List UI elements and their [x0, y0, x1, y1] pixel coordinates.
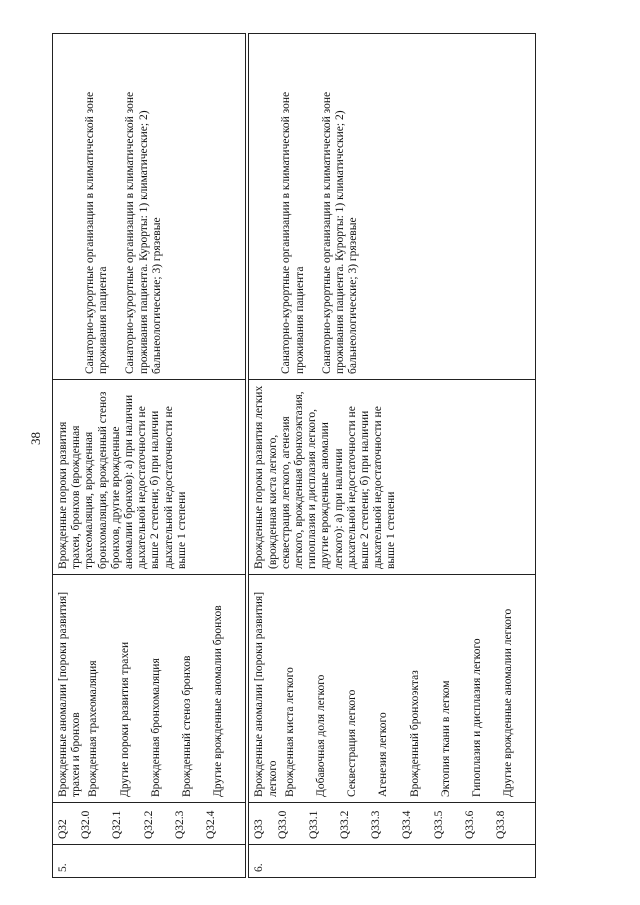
diagnosis-name: Другие врожденные аномалии легкого	[502, 608, 515, 797]
icd-code: Q33	[253, 819, 266, 839]
diagnosis-name: Врожденная бронхомаляция	[149, 658, 162, 797]
icd-code: Q33.6	[463, 810, 476, 839]
diagnosis-name: Врожденные аномалии [пороки развития] трахеи и бронхов	[57, 591, 83, 797]
table-row	[249, 34, 536, 878]
condition-cell: Врожденные пороки развития легких (врожденная киста легкого, секвестрация легкого, агенезия легкого, врожденная бронхоэктазия, гипоплазия и дисплазия легкого, другие врожденные аномалии легкого): а) при наличии дыхательной недостаточности не выше 2 степени; б) при наличии дыхательной недостаточности не выше 1 степени	[249, 380, 536, 575]
diagnosis-name: Эктопия ткани в легком	[439, 680, 452, 797]
diagnosis-name: Врожденный бронхоэктаз	[408, 670, 421, 797]
diagnosis-name: Секвестрация легкого	[346, 689, 359, 797]
icd-codes-cell	[53, 803, 246, 845]
resort-table	[52, 33, 536, 878]
diagnosis-name: Другие врожденные аномалии бронхов	[212, 605, 225, 797]
icd-code: Q33.4	[401, 810, 414, 839]
row-number: 6.	[249, 845, 536, 878]
icd-codes-cell	[249, 803, 536, 845]
icd-code: Q33.3	[370, 810, 383, 839]
diagnosis-name: Другие пороки развития трахеи	[118, 641, 131, 797]
row-number: 5.	[53, 845, 246, 878]
diagnosis-name: Врожденная киста легкого	[283, 667, 296, 797]
diagnosis-name: Врожденный стеноз бронхов	[181, 655, 194, 797]
icd-code: Q33.8	[495, 810, 508, 839]
icd-code: Q33.2	[339, 810, 352, 839]
result-b: Санаторно-курортные организации в климатической зоне проживания пациента. Курорты: 1) климатические; 2) бальнеологические; 3) грязевые	[320, 91, 360, 374]
icd-code: Q33.5	[432, 810, 445, 839]
icd-code: Q32.0	[80, 810, 93, 839]
icd-code: Q32.4	[205, 810, 218, 839]
icd-code: Q33.0	[276, 810, 289, 839]
icd-code: Q33.1	[307, 810, 320, 839]
result-cell	[249, 34, 536, 380]
icd-code: Q32.1	[111, 810, 124, 839]
diagnosis-name: Гипоплазия и дисплазия легкого	[471, 638, 484, 797]
diagnosis-names-cell	[249, 575, 536, 803]
diagnosis-name: Добавочная доля легкого	[315, 674, 328, 797]
diagnosis-names-cell	[53, 575, 246, 803]
page-number: 38	[28, 432, 43, 445]
result-cell	[53, 34, 246, 380]
icd-code: Q32	[57, 819, 69, 839]
table-row	[53, 34, 246, 878]
rotated-page	[52, 33, 617, 878]
icd-code: Q32.3	[173, 810, 186, 839]
icd-code: Q32.2	[142, 810, 155, 839]
diagnosis-name: Врожденные аномалии [пороки развития] легкого	[253, 591, 279, 797]
diagnosis-name: Врожденная трахеомаляция	[87, 660, 100, 797]
result-a: Санаторно-курортные организации в климатической зоне проживания пациента	[280, 91, 306, 374]
condition-cell: Врожденные пороки развития трахеи, бронхов (врожденная трахеомаляция, врожденная бронхомаляция, врожденный стеноз бронхов, другие врожденные аномалии бронхов): а) при наличии дыхательной недостаточности не выше 2 степени; б) при наличии дыхательной недостаточности не выше 1 степени	[53, 380, 246, 575]
result-b: Санаторно-курортные организации в климатической зоне проживания пациента. Курорты: 1) климатические; 2) бальнеологические; 3) грязевые	[124, 91, 163, 374]
result-a: Санаторно-курортные организации в климатической зоне проживания пациента	[84, 91, 110, 374]
diagnosis-name: Агенезия легкого	[377, 712, 390, 797]
